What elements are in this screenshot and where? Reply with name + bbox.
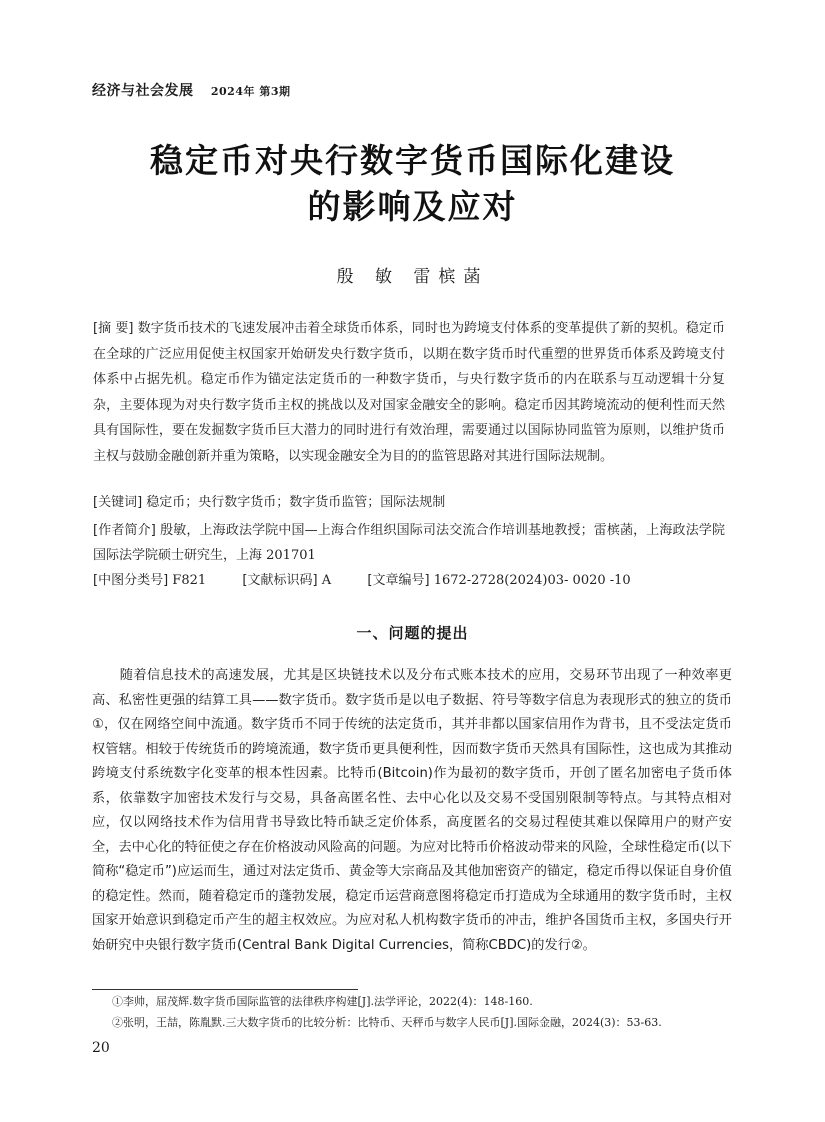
author-intro-text: 殷敏，上海政法学院中国—上海合作组织国际司法交流合作培训基地教授；雷槟菡，上海政法学院国际法学院硕士研究生，上海 201701 <box>93 523 725 563</box>
article-title <box>0 138 825 230</box>
journal-name: 经济与社会发展 <box>92 83 194 99</box>
journal-header <box>92 80 290 100</box>
footnote-divider <box>92 989 358 990</box>
footnote-1: ①李帅，屈茂辉.数字货币国际监管的法律秩序构建[J].法学评论，2022(4)：148-160. <box>112 995 533 1008</box>
doc-code-value: A <box>321 573 332 588</box>
authors: 殷 敏 雷槟菡 <box>336 267 489 287</box>
keywords <box>93 492 733 514</box>
body-paragraph: 随着信息技术的高速发展，尤其是区块链技术以及分布式账本技术的应用，交易环节出现了一种效率更高、私密性更强的结算工具——数字货币。数字货币是以电子数据、符号等数字信息为表现形式的独立的货币①，仅在网络空间中流通。数字货币不同于传统的法定货币，其并非都以国家信用作为背书，且不受法定货币权管辖。相较于传统货币的跨境流通，数字货币更具便利性，因而数字货币天然具有国际性，这也成为其推动跨境支付系统数字化变革的根本性因素。比特币(Bitcoin)作为最初的数字货币，开创了匿名加密电子货币体系，依靠数字加密技术发行与交易，具备高匿名性、去中心化以及交易不受国别限制等特点。与其特点相对应，仅以网络技术作为信用背书导致比特币缺乏定价体系，高度匿名的交易过程使其难以保障用户的财产安全，去中心化的特征使之存在价格波动风险高的问题。为应对比特币价格波动带来的风险，全球性稳定币(以下简称“稳定币”)应运而生，通过对法定货币、黄金等大宗商品及其他加密资产的锚定，稳定币得以保证自身价值的稳定性。然而，随着稳定币的蓬勃发展，稳定币运营商意图将稳定币打造成为全球通用的数字货币时，主权国家开始意识到稳定币产生的超主权效应。为应对私人机构数字货币的冲击，维护各国货币主权，多国央行开始研究中央银行数字货币(Central Bank Digital Currencies，简称CBDC)的发行②。 <box>92 668 732 953</box>
section-heading: 一、问题的提出 <box>356 624 469 642</box>
clc-value: F821 <box>172 573 207 588</box>
clc-label: [中图分类号] <box>93 573 169 588</box>
page-number: 20 <box>92 1040 110 1056</box>
classification-line <box>93 570 733 592</box>
author-intro <box>93 518 725 568</box>
article-number-label: [文章编号] <box>367 573 430 588</box>
doc-code-label: [文献标识码] <box>242 573 318 588</box>
journal-issue: 2024年 第3期 <box>210 85 291 98</box>
title-line-2: 的影响及应对 <box>307 187 518 226</box>
abstract-label: [摘 要] <box>93 321 134 336</box>
keywords-text: 稳定币；央行数字货币；数字货币监管；国际法规制 <box>146 495 446 510</box>
title-line-1: 稳定币对央行数字货币国际化建设 <box>150 141 675 180</box>
article-number-value: 1672-2728(2024)03- 0020 -10 <box>433 573 631 588</box>
abstract-text: 数字货币技术的飞速发展冲击着全球货币体系，同时也为跨境支付体系的变革提供了新的契机。稳定币在全球的广泛应用促使主权国家开始研发央行数字货币，以期在数字货币时代重塑的世界货币体系及跨境支付体系中占据先机。稳定币作为锚定法定货币的一种数字货币，与央行数字货币的内在联系与互动逻辑十分复杂，主要体现为对央行数字货币主权的挑战以及对国家金融安全的影响。稳定币因其跨境流动的便利性而天然具有国际性，要在发掘数字货币巨大潜力的同时进行有效治理，需要通过以国际协同监管为原则，以维护货币主权与鼓励金融创新并重为策略，以实现金融安全为目的的监管思路对其进行国际法规制。 <box>93 321 725 464</box>
author-intro-label: [作者简介] <box>93 523 156 538</box>
keywords-label: [关键词] <box>93 495 143 510</box>
footnote-2: ②张明，王喆，陈胤默.三大数字货币的比较分析：比特币、天秤币与数字人民币[J].国际金融，2024(3)：53-63. <box>112 1016 662 1029</box>
abstract <box>93 316 725 469</box>
